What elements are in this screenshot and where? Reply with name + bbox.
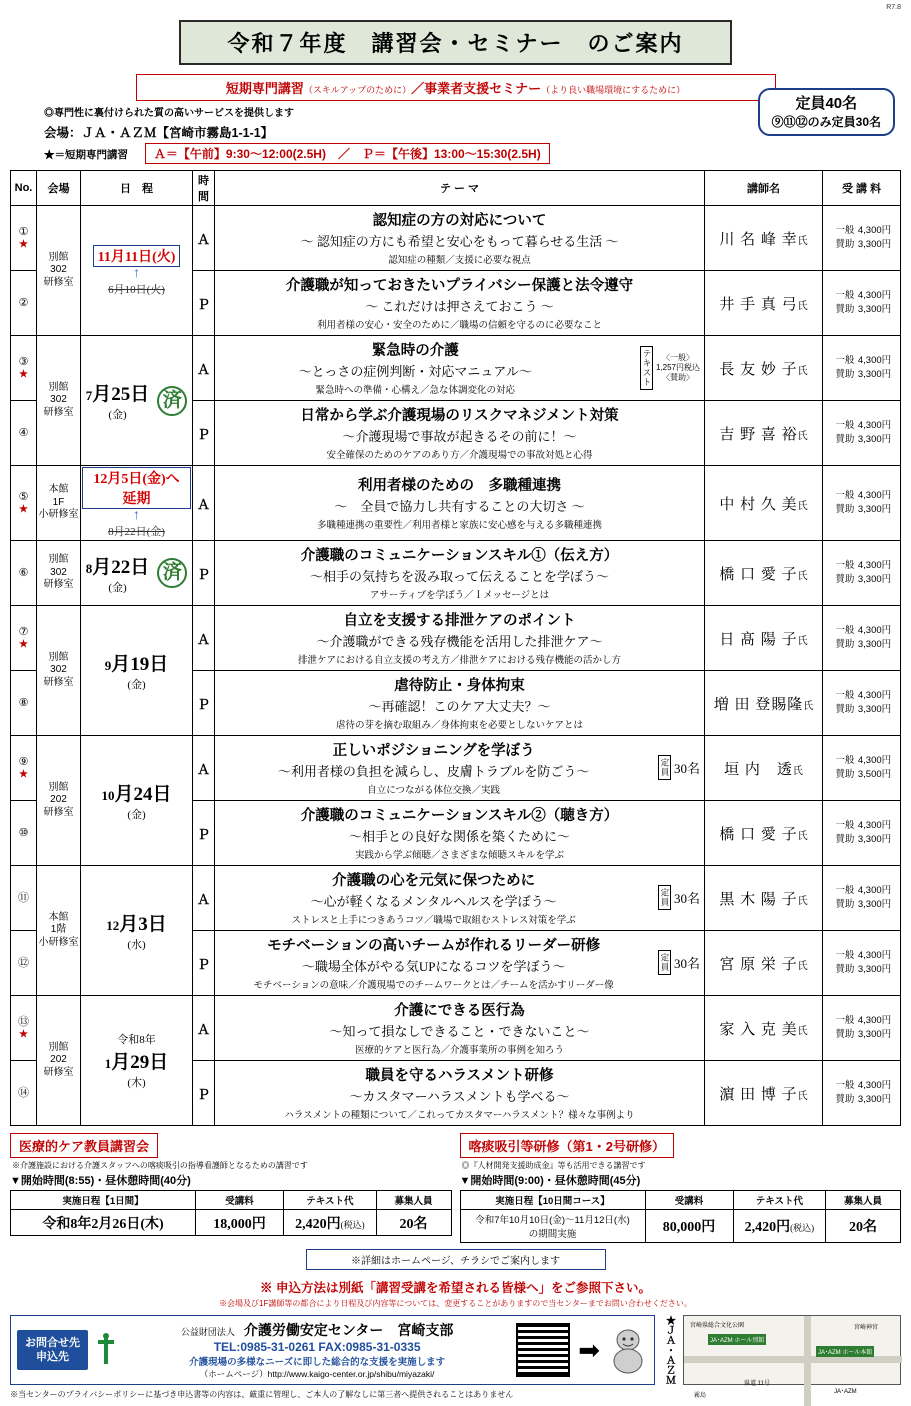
- p0-col-1: 受講料: [196, 1191, 284, 1210]
- theme-title: 介護職の心を元気に保つために: [332, 873, 536, 889]
- fee-cell: 一般 4,300円 賛助 3,300円: [823, 541, 901, 606]
- map-label-jaazm: JA･AZM: [834, 1389, 857, 1395]
- panel-0-time: ▼開始時間(8:55)・昼休憩時間(40分): [10, 1175, 191, 1187]
- date-cell: [81, 466, 193, 541]
- mascot-illustration: [608, 1326, 648, 1374]
- capacity-exception: ⑨⑪⑫のみ定員30名: [771, 115, 881, 130]
- th-no: No.: [11, 171, 37, 206]
- lecturer-cell: 川 名 峰 幸氏: [705, 206, 823, 271]
- row-number: ⑦ ★: [11, 606, 37, 671]
- theme-title: 介護職のコミュニケーションスキル①（伝え方）: [300, 548, 619, 564]
- table-row: [11, 606, 901, 671]
- subtitle-separator: ／: [411, 81, 425, 96]
- table-header-row: [11, 171, 901, 206]
- p0-val-1: 18,000円: [196, 1210, 284, 1236]
- time-slot-cell: Ｐ: [193, 401, 215, 466]
- time-slot-cell: Ｐ: [193, 271, 215, 336]
- row-number: ⑬ ★: [11, 996, 37, 1061]
- p0-val-3: 20名: [376, 1210, 451, 1236]
- theme-details: 実践から学ぶ傾聴／さまざまな傾聴スキルを学ぶ: [355, 850, 564, 861]
- fee-cell: 一般 4,300円 賛助 3,300円: [823, 606, 901, 671]
- lecturer-cell: 日 髙 陽 子氏: [705, 606, 823, 671]
- theme-details: 多職種連携の重要性／利用者様と家族に安心感を与える多職種連携: [316, 520, 602, 531]
- theme-subtitle: ～ 認知症の方にも希望と安心をもって暮らせる生活 ～: [300, 234, 619, 249]
- theme-cell: [215, 801, 705, 866]
- time-slot-cell: Ｐ: [193, 671, 215, 736]
- p1-col-2: テキスト代: [733, 1191, 826, 1210]
- th-date: 日 程: [81, 171, 193, 206]
- fee-cell: 一般 4,300円 賛助 3,300円: [823, 1061, 901, 1126]
- venue-cell: 本館 1F 小研修室: [37, 466, 81, 541]
- theme-details: 排泄ケアにおける自立支援の考え方／排泄ケアにおける残存機能の活かし方: [297, 655, 621, 666]
- lecturer-cell: 橋 口 愛 子氏: [705, 801, 823, 866]
- theme-title: モチベーションの高いチームが作れるリーダー研修: [267, 938, 601, 954]
- theme-details: 自立につながる体位交換／実践: [367, 785, 501, 796]
- p1-tax: (税込): [790, 1223, 815, 1233]
- venue-cell: 別館 302 研修室: [37, 336, 81, 466]
- theme-title: 正しいポジショニングを学ぼう: [332, 743, 535, 759]
- time-slot-cell: Ａ: [193, 996, 215, 1061]
- theme-subtitle: ～知って損なしできること・できないこと～: [329, 1024, 590, 1039]
- date-new: 11月11日(火): [93, 245, 181, 267]
- time-slot-cell: Ａ: [193, 866, 215, 931]
- panel-0-table: [10, 1190, 452, 1236]
- theme-title: 介護職が知っておきたいプライバシー保護と法令遵守: [285, 278, 634, 294]
- theme-subtitle: ～相手との良好な関係を築くために～: [348, 829, 570, 844]
- contact-tag-line2: 申込先: [36, 1351, 69, 1363]
- capacity-number: 30名: [673, 956, 700, 971]
- extra-courses: [10, 1133, 901, 1243]
- date-cell: 10月24日 (金): [81, 736, 193, 866]
- fee-cell: 一般 4,300円 賛助 3,300円: [823, 466, 901, 541]
- capacity-box: 定員: [658, 755, 671, 780]
- lecturer-cell: 中 村 久 美氏: [705, 466, 823, 541]
- fee-cell: 一般 4,300円 賛助 3,300円: [823, 996, 901, 1061]
- theme-title: 緊急時の介護: [371, 343, 459, 359]
- p0-col-2: テキスト代: [284, 1191, 377, 1210]
- map-label-shrine: 宮崎神宮: [854, 1325, 879, 1331]
- completed-stamp: 済: [157, 386, 187, 416]
- theme-subtitle: ～カスタマーハラスメントも学べる～: [349, 1089, 570, 1104]
- row-number: ④: [11, 401, 37, 466]
- p1-col-1: 受講料: [645, 1191, 733, 1210]
- row-number: ②: [11, 271, 37, 336]
- completed-stamp: 済: [157, 558, 187, 588]
- theme-subtitle: ～介護現場で事故が起きるその前に！～: [342, 429, 577, 444]
- fee-cell: 一般 4,300円 賛助 3,300円: [823, 271, 901, 336]
- venue-cell: 別館 202 研修室: [37, 996, 81, 1126]
- venue-cell: 別館 302 研修室: [37, 606, 81, 736]
- p1-val-3: 20名: [826, 1210, 901, 1243]
- theme-title: 認知症の方の対応について: [372, 213, 547, 229]
- p0-val-2: 2,420円(税込): [284, 1210, 377, 1236]
- theme-title: 日常から学ぶ介護現場のリスクマネジメント対策: [300, 408, 619, 424]
- time-slot-cell: Ａ: [193, 466, 215, 541]
- map-marker-hall-main: JA･AZM ホール本館: [816, 1346, 874, 1357]
- panel-medical-care: [10, 1133, 452, 1243]
- capacity-number: 30名: [673, 891, 700, 906]
- fee-cell: 一般 4,300円 賛助 3,300円: [823, 206, 901, 271]
- table-row: [11, 541, 901, 606]
- star-legend: [44, 143, 901, 164]
- fee-cell: 一般 4,300円 賛助 3,300円: [823, 671, 901, 736]
- page-title: 令和７年度 講習会・セミナー のご案内: [179, 20, 731, 65]
- qr-code-block[interactable]: [516, 1323, 570, 1377]
- date-cell: 令和8年 1月29日 (木): [81, 996, 193, 1126]
- th-time: 時間: [193, 171, 215, 206]
- lecturer-cell: 垣 内 透氏: [705, 736, 823, 801]
- map-side-text: ★ＪＡ・ＡＺＭ: [663, 1315, 675, 1385]
- table-row: [11, 336, 901, 401]
- table-row: [11, 866, 901, 931]
- subtitle-b: 事業者支援セミナー: [424, 81, 542, 96]
- panel-0-note: ※介護施設における介護スタッフへの喀痰吸引の指導看護師となるための講習です: [12, 1161, 308, 1170]
- p1-val-2: 2,420円(税込): [733, 1210, 826, 1243]
- theme-cell: [215, 336, 705, 401]
- time-slot-cell: Ａ: [193, 206, 215, 271]
- qr-code-icon[interactable]: [516, 1323, 570, 1377]
- row-number: ⑧: [11, 671, 37, 736]
- map-road-horizontal: [684, 1356, 902, 1363]
- subtitle-b-note: （より良い職場環境にするために）: [541, 85, 686, 95]
- corner-revision-mark: R7.8: [886, 4, 901, 11]
- theme-details: ハラスメントの種類について／これってカスタマーハラスメント？様々な事例より: [284, 1110, 635, 1121]
- theme-title: 職員を守るハラスメント研修: [365, 1068, 554, 1084]
- theme-subtitle: ～利用者様の負担を減らし、皮膚トラブルを防ごう～: [277, 764, 590, 779]
- lecturer-cell: 吉 野 喜 裕氏: [705, 401, 823, 466]
- star-legend-text: ★＝短期専門講習: [44, 149, 128, 161]
- map-label-route: 県道 11号: [744, 1381, 770, 1387]
- venue-cell: 別館 302 研修室: [37, 541, 81, 606]
- lecturer-cell: 井 手 真 弓氏: [705, 271, 823, 336]
- date-cell: 8月22日 (金) 済: [81, 541, 193, 606]
- time-slot-cell: Ｐ: [193, 801, 215, 866]
- theme-details: 緊急時への準備・心構え／急な体調変化の対応: [315, 385, 516, 396]
- lecturer-cell: 宮 原 栄 子氏: [705, 931, 823, 996]
- venue-cell: 別館 202 研修室: [37, 736, 81, 866]
- row-number: ⑭: [11, 1061, 37, 1126]
- date-new: 12月5日(金)へ延期: [82, 467, 191, 509]
- theme-details: 安全確保のためのケアのあり方／介護現場での事故対処と心得: [326, 450, 593, 461]
- center-logo-icon: [96, 1332, 118, 1369]
- row-number: ⑩: [11, 801, 37, 866]
- theme-cell: [215, 401, 705, 466]
- privacy-policy-note: ※当センターのプライバシーポリシーに基づき申込書等の内容は、厳重に管理し、ご本人の了解なしに第三者へ提供されることはありません: [10, 1390, 514, 1399]
- row-number: ③ ★: [11, 336, 37, 401]
- theme-subtitle: ～再確認！このケア大丈夫？～: [368, 699, 551, 714]
- theme-title: 介護職のコミュニケーションスキル②（聴き方）: [300, 808, 619, 824]
- lecturer-cell: 濵 田 博 子氏: [705, 1061, 823, 1126]
- apply-subnote: ※会場及び1F講師等の都合により日程及び内容等については、変更することがありますので当センターまでお問い合わせください。: [219, 1299, 692, 1308]
- theme-cell: [215, 206, 705, 271]
- p1-col-3: 募集人員: [826, 1191, 901, 1210]
- theme-details: ストレスと上手につきあうコツ／職場で取組むストレス対策を学ぶ: [291, 915, 576, 926]
- access-map: [683, 1315, 901, 1399]
- contact-message: 介護現場の多様なニーズに即した総合的な支援を実施します: [189, 1357, 446, 1368]
- fee-cell: 一般 4,300円 賛助 3,300円: [823, 931, 901, 996]
- lecturer-cell: 長 友 妙 子氏: [705, 336, 823, 401]
- page-title-area: [10, 20, 901, 65]
- theme-details: 認知症の種類／支援に必要な視点: [388, 255, 531, 266]
- theme-subtitle: ～相手の気持ちを汲み取って伝えることを学ぼう～: [309, 569, 609, 584]
- table-row: [11, 466, 901, 541]
- p0-val-0: 令和8年2月26日(木): [11, 1210, 196, 1236]
- date-old: 8月22日(金): [108, 526, 165, 538]
- textbook-price: 〈一般〉 1,257円税込 〈賛助〉: [655, 352, 700, 382]
- fee-cell: 一般 4,300円 賛助 3,500円: [823, 736, 901, 801]
- theme-details: 医療的ケアと医行為／介護事業所の事例を知ろう: [354, 1045, 564, 1056]
- th-venue: 会場: [37, 171, 81, 206]
- th-fee: 受 講 料: [823, 171, 901, 206]
- date-cell: [81, 206, 193, 336]
- subtitle-banner: [136, 74, 776, 101]
- date-cell: 7月25日 (金) 済: [81, 336, 193, 466]
- theme-cell: [215, 996, 705, 1061]
- quality-note: ◎専門性に裏付けられた質の高いサービスを提供します: [44, 108, 294, 119]
- fee-cell: 一般 4,300円 賛助 3,300円: [823, 866, 901, 931]
- detail-banner: ※詳細はホームページ、チラシでご案内します: [306, 1249, 606, 1270]
- th-theme: テ ー マ: [215, 171, 705, 206]
- th-lecturer: 講師名: [705, 171, 823, 206]
- lecturer-cell: 橋 口 愛 子氏: [705, 541, 823, 606]
- date-old: 6月10日(火): [108, 283, 165, 296]
- p0-col-3: 募集人員: [376, 1191, 451, 1210]
- capacity-main: 定員40名: [795, 95, 858, 112]
- table-body: [11, 206, 901, 1126]
- lecturer-cell: 家 入 克 美氏: [705, 996, 823, 1061]
- theme-details: モチベーションの意味／介護現場でのチームワークとは／チームを活かすリーダー像: [253, 980, 614, 991]
- arrow-up-icon: ↑: [133, 508, 140, 523]
- contact-org-name: 介護労働安定センター 宮崎支部: [243, 1324, 454, 1339]
- table-row: [11, 736, 901, 801]
- map-label-kirishima: 霧島: [694, 1393, 707, 1399]
- arrow-right-icon: ➡: [578, 1334, 600, 1365]
- map-road-vertical: [804, 1316, 811, 1406]
- time-slot-cell: Ａ: [193, 336, 215, 401]
- theme-cell: [215, 1061, 705, 1126]
- fee-cell: 一般 4,300円 賛助 3,300円: [823, 801, 901, 866]
- panel-1-table: [460, 1190, 902, 1243]
- theme-cell: [215, 271, 705, 336]
- theme-cell: [215, 541, 705, 606]
- theme-cell: [215, 931, 705, 996]
- theme-subtitle: ～とっさの症例判断・対応マニュアル～: [298, 364, 532, 379]
- lecturer-cell: 増 田 登賜隆氏: [705, 671, 823, 736]
- venue-cell: 別館 302 研修室: [37, 206, 81, 336]
- row-number: ⑤ ★: [11, 466, 37, 541]
- p1-col-0: 実施日程【10日間コース】: [460, 1191, 645, 1210]
- row-number: ① ★: [11, 206, 37, 271]
- theme-details: 虐待の芽を摘む取組み／身体拘束を必要としないケアとは: [335, 720, 583, 731]
- lecturer-cell: 黒 木 陽 子氏: [705, 866, 823, 931]
- panel-suction-training: [460, 1133, 902, 1243]
- theme-title: 虐待防止・身体拘束: [394, 678, 525, 694]
- venue-cell: 本館 1階 小研修室: [37, 866, 81, 996]
- capacity-box: 定員: [658, 950, 671, 975]
- table-row: [11, 996, 901, 1061]
- subtitle-a: 短期専門講習: [225, 81, 304, 96]
- map-marker-hall-annex: JA･AZM ホール別館: [708, 1334, 766, 1345]
- theme-title: 自立を支援する排泄ケアのポイント: [343, 613, 576, 629]
- date-cell: 12月3日 (水): [81, 866, 193, 996]
- theme-subtitle: ～ 全員で協力し共有することの大切さ ～: [334, 499, 585, 514]
- capacity-badge: [758, 88, 895, 136]
- p1-val-1: 80,000円: [645, 1210, 733, 1243]
- subtitle-a-note: （スキルアップのために）: [303, 85, 412, 95]
- theme-subtitle: ～心が軽くなるメンタルヘルスを学ぼう～: [310, 894, 557, 909]
- row-number: ⑥: [11, 541, 37, 606]
- theme-title: 介護にできる医行為: [394, 1003, 525, 1019]
- map-side-label: [661, 1315, 677, 1385]
- theme-cell: [215, 671, 705, 736]
- theme-cell: [215, 866, 705, 931]
- theme-subtitle: ～職場全体がやる気UPになるコツを学ぼう～: [301, 959, 566, 974]
- contact-url[interactable]: （ホームページ）http://www.kaigo-center.or.jp/shibu/miyazaki/: [199, 1369, 435, 1379]
- contact-box: [10, 1315, 655, 1385]
- fee-cell: 一般 4,300円 賛助 3,300円: [823, 401, 901, 466]
- theme-subtitle: ～ これだけは押さえておこう ～: [365, 299, 554, 314]
- row-number: ⑪: [11, 866, 37, 931]
- date-cell: 9月19日 (金): [81, 606, 193, 736]
- theme-subtitle: ～介護職ができる残存機能を活用した排泄ケア～: [316, 634, 603, 649]
- time-slot-cell: Ａ: [193, 606, 215, 671]
- contact-tel: TEL:0985-31-0261 FAX:0985-31-0335: [213, 1340, 421, 1354]
- capacity-number: 30名: [673, 761, 700, 776]
- time-slot-cell: Ｐ: [193, 541, 215, 606]
- theme-details: 利用者様の安心・安全のために／職場の信頼を守るのに必要なこと: [316, 320, 602, 331]
- row-number: ⑫: [11, 931, 37, 996]
- p0-col-0: 実施日程【1日間】: [11, 1191, 196, 1210]
- theme-cell: [215, 606, 705, 671]
- contact-org-type: 公益財団法人 介護労働安定センター 宮崎支部: [180, 1324, 454, 1339]
- time-slot-cell: Ａ: [193, 736, 215, 801]
- seminar-table: [10, 170, 901, 1126]
- venue-line: 会場：ＪＡ・ＡＺＭ【宮崎市霧島1-1-1】: [44, 126, 274, 140]
- p1-val-0: 令和7年10月10日(金)～11月12日(水) の期間実施: [460, 1210, 645, 1243]
- panel-1-title: 喀痰吸引等研修（第1・2号研修）: [460, 1133, 674, 1158]
- apply-instruction: ※ 申込方法は別紙「講習受講を希望される皆様へ」をご参照下さい。: [260, 1281, 651, 1295]
- map-label-park: 宮崎県総合文化公園: [690, 1323, 745, 1329]
- table-row: [11, 206, 901, 271]
- textbook-fee-box: テキスト: [640, 346, 653, 390]
- panel-1-time: ▼開始時間(9:00)・昼休憩時間(45分): [459, 1175, 641, 1187]
- contact-tag-line1: お問合せ先: [25, 1336, 80, 1349]
- arrow-up-icon: ↑: [133, 265, 140, 281]
- date-era: 令和8年: [117, 1034, 156, 1046]
- capacity-box: 定員: [658, 885, 671, 910]
- panel-1-note: ◎『人材開発支援助成金』等も活用できる講習です: [461, 1161, 646, 1170]
- theme-details: アサーティブを学ぼう／Ｉメッセージとは: [369, 590, 550, 601]
- time-slot-cell: Ｐ: [193, 1061, 215, 1126]
- panel-0-title: 医療的ケア教員講習会: [10, 1133, 158, 1158]
- theme-title: 利用者様のための 多職種連携: [358, 478, 561, 494]
- time-legend: Ａ＝【午前】9:30～12:00(2.5H) ／ Ｐ＝【午後】13:00～15:30(2.5H): [145, 143, 550, 164]
- row-number: ⑨ ★: [11, 736, 37, 801]
- contact-body: [126, 1320, 508, 1380]
- fee-cell: 一般 4,300円 賛助 3,300円: [823, 336, 901, 401]
- theme-cell: [215, 466, 705, 541]
- p0-tax: (税込): [340, 1219, 365, 1230]
- time-slot-cell: Ｐ: [193, 931, 215, 996]
- theme-cell: [215, 736, 705, 801]
- contact-tag: [17, 1330, 88, 1371]
